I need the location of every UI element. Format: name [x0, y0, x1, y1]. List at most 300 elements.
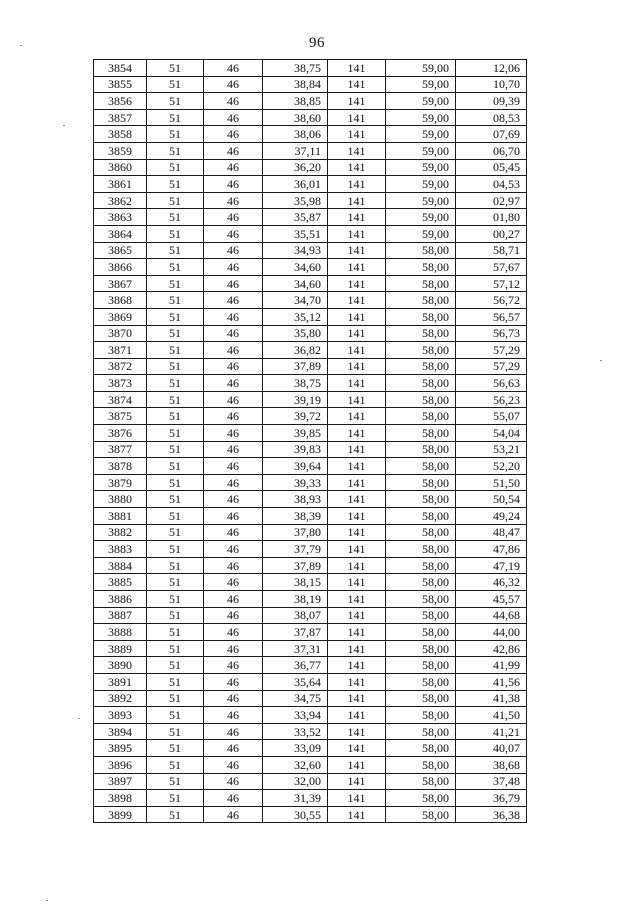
table-cell: 32,60	[263, 756, 328, 773]
table-cell: 58,00	[386, 358, 456, 375]
table-cell: 35,12	[263, 308, 328, 325]
table-cell: 46	[204, 458, 263, 475]
table-cell: 45,57	[456, 591, 527, 608]
table-cell: 44,68	[456, 607, 527, 624]
table-cell: 58,00	[386, 591, 456, 608]
table-cell: 51	[147, 441, 204, 458]
table-cell: 46	[204, 740, 263, 757]
table-cell: 59,00	[386, 176, 456, 193]
table-cell: 57,29	[456, 342, 527, 359]
table-cell: 46	[204, 574, 263, 591]
table-cell: 33,94	[263, 707, 328, 724]
table-cell: 46	[204, 159, 263, 176]
table-cell: 51	[147, 607, 204, 624]
table-cell: 07,69	[456, 126, 527, 143]
table-row	[94, 325, 527, 342]
table-cell: 141	[328, 790, 386, 807]
table-cell: 46	[204, 756, 263, 773]
table-cell: 34,75	[263, 690, 328, 707]
table-row	[94, 425, 527, 442]
table-cell: 141	[328, 142, 386, 159]
table-cell: 59,00	[386, 93, 456, 110]
table-cell: 3863	[94, 209, 147, 226]
table-cell: 58,00	[386, 640, 456, 657]
table-cell: 51	[147, 624, 204, 641]
table-cell: 141	[328, 723, 386, 740]
table-cell: 39,85	[263, 425, 328, 442]
table-cell: 58,00	[386, 425, 456, 442]
table-cell: 58,00	[386, 474, 456, 491]
table-cell: 35,98	[263, 192, 328, 209]
table-cell: 46	[204, 657, 263, 674]
table-cell: 141	[328, 60, 386, 77]
table-cell: 46	[204, 391, 263, 408]
table-cell: 59,00	[386, 76, 456, 93]
table-cell: 35,87	[263, 209, 328, 226]
table-cell: 3879	[94, 474, 147, 491]
table-cell: 36,79	[456, 790, 527, 807]
table-cell: 51	[147, 308, 204, 325]
table-cell: 58,00	[386, 308, 456, 325]
table-cell: 47,86	[456, 541, 527, 558]
table-cell: 06,70	[456, 142, 527, 159]
table-cell: 46	[204, 375, 263, 392]
table-cell: 141	[328, 176, 386, 193]
table-cell: 51	[147, 192, 204, 209]
table-cell: 53,21	[456, 441, 527, 458]
table-cell: 3866	[94, 259, 147, 276]
table-cell: 3899	[94, 806, 147, 823]
table-cell: 3881	[94, 508, 147, 525]
table-cell: 3887	[94, 607, 147, 624]
table-cell: 141	[328, 640, 386, 657]
table-cell: 141	[328, 541, 386, 558]
table-cell: 51	[147, 508, 204, 525]
table-cell: 141	[328, 707, 386, 724]
table-cell: 141	[328, 508, 386, 525]
table-cell: 39,83	[263, 441, 328, 458]
table-cell: 58,00	[386, 773, 456, 790]
table-cell: 51	[147, 159, 204, 176]
table-cell: 141	[328, 342, 386, 359]
table-cell: 58,00	[386, 557, 456, 574]
table-row	[94, 607, 527, 624]
table-cell: 58,00	[386, 740, 456, 757]
table-cell: 46	[204, 491, 263, 508]
table-row	[94, 242, 527, 259]
table-cell: 51	[147, 491, 204, 508]
table-cell: 3875	[94, 408, 147, 425]
page-number: 96	[309, 35, 325, 51]
table-cell: 141	[328, 209, 386, 226]
table-cell: 3867	[94, 275, 147, 292]
table-cell: 37,89	[263, 557, 328, 574]
table-cell: 51	[147, 292, 204, 309]
table-cell: 46	[204, 209, 263, 226]
table-cell: 3882	[94, 524, 147, 541]
table-row	[94, 524, 527, 541]
table-cell: 3880	[94, 491, 147, 508]
table-cell: 3894	[94, 723, 147, 740]
table-cell: 141	[328, 93, 386, 110]
table-row	[94, 657, 527, 674]
table-cell: 51	[147, 142, 204, 159]
table-cell: 58,00	[386, 756, 456, 773]
table-cell: 51	[147, 591, 204, 608]
table-cell: 09,39	[456, 93, 527, 110]
table-cell: 51	[147, 673, 204, 690]
table-cell: 3885	[94, 574, 147, 591]
table-cell: 141	[328, 408, 386, 425]
table-cell: 51	[147, 259, 204, 276]
table-cell: 51	[147, 773, 204, 790]
table-cell: 3858	[94, 126, 147, 143]
scan-speck	[46, 900, 48, 901]
table-cell: 51	[147, 109, 204, 126]
table-cell: 39,64	[263, 458, 328, 475]
table-cell: 3857	[94, 109, 147, 126]
table-row	[94, 76, 527, 93]
table-cell: 141	[328, 159, 386, 176]
table-cell: 141	[328, 375, 386, 392]
table-cell: 141	[328, 358, 386, 375]
table-cell: 46	[204, 790, 263, 807]
table-cell: 141	[328, 308, 386, 325]
table-cell: 51	[147, 176, 204, 193]
table-cell: 31,39	[263, 790, 328, 807]
table-cell: 40,07	[456, 740, 527, 757]
table-cell: 46	[204, 474, 263, 491]
table-cell: 51	[147, 325, 204, 342]
table-cell: 141	[328, 607, 386, 624]
table-cell: 58,00	[386, 673, 456, 690]
table-cell: 3862	[94, 192, 147, 209]
table-cell: 38,07	[263, 607, 328, 624]
table-cell: 51	[147, 425, 204, 442]
table-cell: 3896	[94, 756, 147, 773]
table-cell: 46	[204, 308, 263, 325]
table-row	[94, 541, 527, 558]
table-cell: 59,00	[386, 109, 456, 126]
table-cell: 141	[328, 557, 386, 574]
table-cell: 46	[204, 425, 263, 442]
table-cell: 58,00	[386, 607, 456, 624]
coordinates-table	[93, 59, 527, 823]
table-row	[94, 142, 527, 159]
table-cell: 141	[328, 624, 386, 641]
table-cell: 46	[204, 192, 263, 209]
table-row	[94, 259, 527, 276]
table-row	[94, 806, 527, 823]
table-cell: 38,06	[263, 126, 328, 143]
table-cell: 141	[328, 76, 386, 93]
table-row	[94, 640, 527, 657]
table-cell: 58,00	[386, 723, 456, 740]
table-row	[94, 474, 527, 491]
table-cell: 36,77	[263, 657, 328, 674]
table-cell: 51	[147, 690, 204, 707]
table-cell: 3892	[94, 690, 147, 707]
table-cell: 51	[147, 756, 204, 773]
table-cell: 46	[204, 690, 263, 707]
table-cell: 141	[328, 773, 386, 790]
table-cell: 141	[328, 292, 386, 309]
scan-speck	[20, 45, 22, 46]
table-cell: 58,00	[386, 259, 456, 276]
table-cell: 141	[328, 441, 386, 458]
table-cell: 30,55	[263, 806, 328, 823]
table-cell: 141	[328, 690, 386, 707]
table-cell: 58,00	[386, 275, 456, 292]
table-row	[94, 557, 527, 574]
table-cell: 46	[204, 673, 263, 690]
table-row	[94, 93, 527, 110]
table-cell: 56,63	[456, 375, 527, 392]
table-cell: 46	[204, 142, 263, 159]
table-cell: 36,38	[456, 806, 527, 823]
table-cell: 37,89	[263, 358, 328, 375]
table-cell: 141	[328, 474, 386, 491]
table-cell: 38,68	[456, 756, 527, 773]
table-row	[94, 159, 527, 176]
table-row	[94, 756, 527, 773]
table-cell: 59,00	[386, 142, 456, 159]
table-cell: 35,80	[263, 325, 328, 342]
table-cell: 3877	[94, 441, 147, 458]
table-cell: 58,00	[386, 574, 456, 591]
table-cell: 41,21	[456, 723, 527, 740]
table-cell: 141	[328, 574, 386, 591]
table-row	[94, 690, 527, 707]
table-cell: 3861	[94, 176, 147, 193]
table-cell: 38,39	[263, 508, 328, 525]
table-cell: 56,57	[456, 308, 527, 325]
table-cell: 38,85	[263, 93, 328, 110]
table-cell: 05,45	[456, 159, 527, 176]
table-cell: 46	[204, 640, 263, 657]
table-cell: 46	[204, 723, 263, 740]
table-row	[94, 591, 527, 608]
table-cell: 141	[328, 425, 386, 442]
table-cell: 46	[204, 773, 263, 790]
table-cell: 58,00	[386, 524, 456, 541]
table-cell: 46	[204, 292, 263, 309]
table-cell: 58,00	[386, 391, 456, 408]
table-cell: 38,75	[263, 60, 328, 77]
table-cell: 3890	[94, 657, 147, 674]
table-cell: 46	[204, 242, 263, 259]
table-cell: 46	[204, 275, 263, 292]
table-cell: 54,04	[456, 425, 527, 442]
table-cell: 46	[204, 358, 263, 375]
table-row	[94, 773, 527, 790]
table-cell: 52,20	[456, 458, 527, 475]
table-cell: 39,33	[263, 474, 328, 491]
table-cell: 3889	[94, 640, 147, 657]
table-cell: 58,00	[386, 325, 456, 342]
table-row	[94, 508, 527, 525]
table-cell: 141	[328, 491, 386, 508]
table-cell: 3898	[94, 790, 147, 807]
table-cell: 141	[328, 458, 386, 475]
table-cell: 141	[328, 192, 386, 209]
table-cell: 56,72	[456, 292, 527, 309]
table-cell: 34,60	[263, 275, 328, 292]
table-cell: 35,64	[263, 673, 328, 690]
table-cell: 141	[328, 325, 386, 342]
table-cell: 141	[328, 391, 386, 408]
table-cell: 141	[328, 673, 386, 690]
table-cell: 141	[328, 657, 386, 674]
table-row	[94, 391, 527, 408]
table-cell: 3893	[94, 707, 147, 724]
table-cell: 46	[204, 707, 263, 724]
table-body	[94, 60, 527, 823]
table-row	[94, 225, 527, 242]
table-cell: 51	[147, 524, 204, 541]
table-cell: 46	[204, 408, 263, 425]
table-cell: 57,67	[456, 259, 527, 276]
table-cell: 141	[328, 225, 386, 242]
table-cell: 51	[147, 574, 204, 591]
table-cell: 46	[204, 342, 263, 359]
table-cell: 41,50	[456, 707, 527, 724]
table-cell: 51	[147, 242, 204, 259]
table-cell: 141	[328, 591, 386, 608]
table-cell: 141	[328, 806, 386, 823]
table-cell: 51	[147, 557, 204, 574]
table-cell: 50,54	[456, 491, 527, 508]
table-cell: 3865	[94, 242, 147, 259]
table-cell: 51	[147, 391, 204, 408]
table-cell: 35,51	[263, 225, 328, 242]
table-cell: 3873	[94, 375, 147, 392]
table-row	[94, 491, 527, 508]
table-cell: 141	[328, 524, 386, 541]
table-cell: 3884	[94, 557, 147, 574]
table-cell: 41,99	[456, 657, 527, 674]
table-row	[94, 740, 527, 757]
table-cell: 46	[204, 76, 263, 93]
table-cell: 59,00	[386, 60, 456, 77]
table-cell: 59,00	[386, 209, 456, 226]
table-row	[94, 408, 527, 425]
table-row	[94, 624, 527, 641]
table-cell: 3871	[94, 342, 147, 359]
table-cell: 59,00	[386, 159, 456, 176]
table-cell: 51	[147, 375, 204, 392]
table-cell: 51	[147, 126, 204, 143]
table-row	[94, 342, 527, 359]
table-cell: 37,48	[456, 773, 527, 790]
table-cell: 51	[147, 707, 204, 724]
table-cell: 3883	[94, 541, 147, 558]
table-cell: 3874	[94, 391, 147, 408]
table-cell: 38,75	[263, 375, 328, 392]
table-cell: 58,00	[386, 342, 456, 359]
table-cell: 3855	[94, 76, 147, 93]
table-cell: 51	[147, 93, 204, 110]
table-cell: 34,93	[263, 242, 328, 259]
table-cell: 51,50	[456, 474, 527, 491]
table-cell: 58,00	[386, 790, 456, 807]
table-cell: 38,93	[263, 491, 328, 508]
table-cell: 3897	[94, 773, 147, 790]
table-cell: 39,72	[263, 408, 328, 425]
table-cell: 36,82	[263, 342, 328, 359]
table-cell: 37,11	[263, 142, 328, 159]
table-cell: 3872	[94, 358, 147, 375]
table-cell: 37,79	[263, 541, 328, 558]
table-cell: 55,07	[456, 408, 527, 425]
table-row	[94, 292, 527, 309]
table-cell: 51	[147, 458, 204, 475]
table-cell: 48,47	[456, 524, 527, 541]
table-cell: 58,00	[386, 541, 456, 558]
table-cell: 3878	[94, 458, 147, 475]
table-cell: 3859	[94, 142, 147, 159]
table-row	[94, 574, 527, 591]
table-cell: 46	[204, 607, 263, 624]
table-cell: 46	[204, 441, 263, 458]
table-row	[94, 358, 527, 375]
table-cell: 3891	[94, 673, 147, 690]
table-cell: 58,00	[386, 657, 456, 674]
table-cell: 141	[328, 126, 386, 143]
table-cell: 33,52	[263, 723, 328, 740]
table-cell: 58,00	[386, 458, 456, 475]
table-cell: 58,00	[386, 690, 456, 707]
table-cell: 46	[204, 259, 263, 276]
scan-speck	[63, 125, 65, 126]
table-cell: 51	[147, 342, 204, 359]
table-row	[94, 375, 527, 392]
table-cell: 34,70	[263, 292, 328, 309]
table-row	[94, 458, 527, 475]
table-cell: 32,00	[263, 773, 328, 790]
table-cell: 46	[204, 60, 263, 77]
table-cell: 37,87	[263, 624, 328, 641]
table-cell: 51	[147, 358, 204, 375]
table-cell: 46	[204, 126, 263, 143]
table-cell: 3864	[94, 225, 147, 242]
table-cell: 42,86	[456, 640, 527, 657]
table-row	[94, 209, 527, 226]
table-cell: 37,80	[263, 524, 328, 541]
table-cell: 41,56	[456, 673, 527, 690]
table-cell: 58,00	[386, 624, 456, 641]
table-cell: 08,53	[456, 109, 527, 126]
table-row	[94, 723, 527, 740]
table-cell: 38,19	[263, 591, 328, 608]
scan-speck	[600, 360, 602, 361]
table-cell: 51	[147, 640, 204, 657]
table-cell: 58,00	[386, 242, 456, 259]
table-cell: 3886	[94, 591, 147, 608]
table-cell: 41,38	[456, 690, 527, 707]
table-cell: 57,12	[456, 275, 527, 292]
table-cell: 34,60	[263, 259, 328, 276]
table-cell: 141	[328, 109, 386, 126]
table-cell: 141	[328, 242, 386, 259]
table-cell: 38,84	[263, 76, 328, 93]
scan-speck	[78, 718, 80, 719]
table-cell: 46	[204, 225, 263, 242]
table-cell: 58,00	[386, 441, 456, 458]
table-cell: 46	[204, 508, 263, 525]
table-cell: 59,00	[386, 192, 456, 209]
table-cell: 46	[204, 93, 263, 110]
